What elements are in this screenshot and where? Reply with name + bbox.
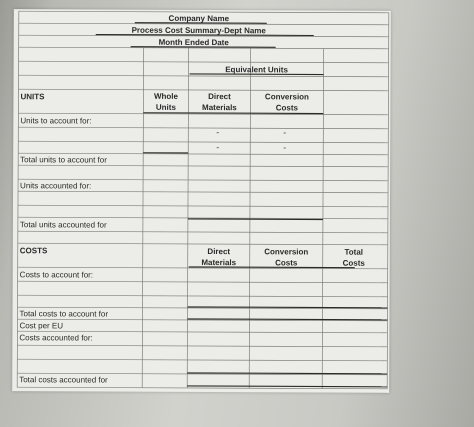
conversion-costs-header-line2: Costs — [275, 103, 299, 113]
whole-units-header-line2: Units — [155, 102, 176, 112]
costs-section-label: COSTS — [19, 246, 48, 256]
units-to-account-for-label: Units to account for: — [20, 116, 92, 126]
total-units-accounted-for-label: Total units accounted for — [19, 220, 107, 230]
direct-materials-dash-2: - — [216, 142, 220, 153]
direct-materials-header-line2: Materials — [202, 103, 237, 113]
costs-conversion-header-line2: Costs — [275, 258, 298, 268]
direct-materials-header-line1: Direct — [208, 92, 231, 102]
total-costs-to-account-for-label: Total costs to account for — [19, 309, 109, 319]
costs-to-account-for-label: Costs to account for: — [19, 270, 94, 280]
conversion-costs-header-line1: Conversion — [264, 92, 309, 102]
conversion-costs-dash-2: - — [283, 142, 287, 153]
costs-conversion-header-line1: Conversion — [264, 247, 309, 257]
units-accounted-for-label: Units accounted for: — [20, 181, 92, 191]
costs-direct-materials-header-line1: Direct — [207, 247, 231, 257]
whole-units-header-line1: Whole — [153, 91, 178, 101]
direct-materials-dash-1: - — [216, 127, 220, 138]
equivalent-units-header: Equivalent Units — [225, 65, 288, 75]
cost-summary-sheet — [12, 9, 391, 393]
total-units-to-account-for-label: Total units to account for — [20, 155, 107, 165]
units-section-label: UNITS — [20, 92, 45, 102]
costs-accounted-for-label: Costs accounted for: — [19, 333, 93, 343]
conversion-costs-dash-1: - — [283, 127, 287, 138]
report-title: Process Cost Summary-Dept Name — [131, 25, 266, 36]
total-costs-header-line2: Costs — [342, 258, 365, 268]
cost-per-eu-label: Cost per EU — [19, 321, 64, 331]
company-name: Company Name — [168, 13, 230, 24]
total-costs-accounted-for-label: Total costs accounted for — [19, 375, 108, 385]
report-period: Month Ended Date — [158, 37, 229, 48]
total-costs-header-line1: Total — [344, 247, 364, 257]
costs-direct-materials-header-line2: Materials — [201, 258, 237, 268]
